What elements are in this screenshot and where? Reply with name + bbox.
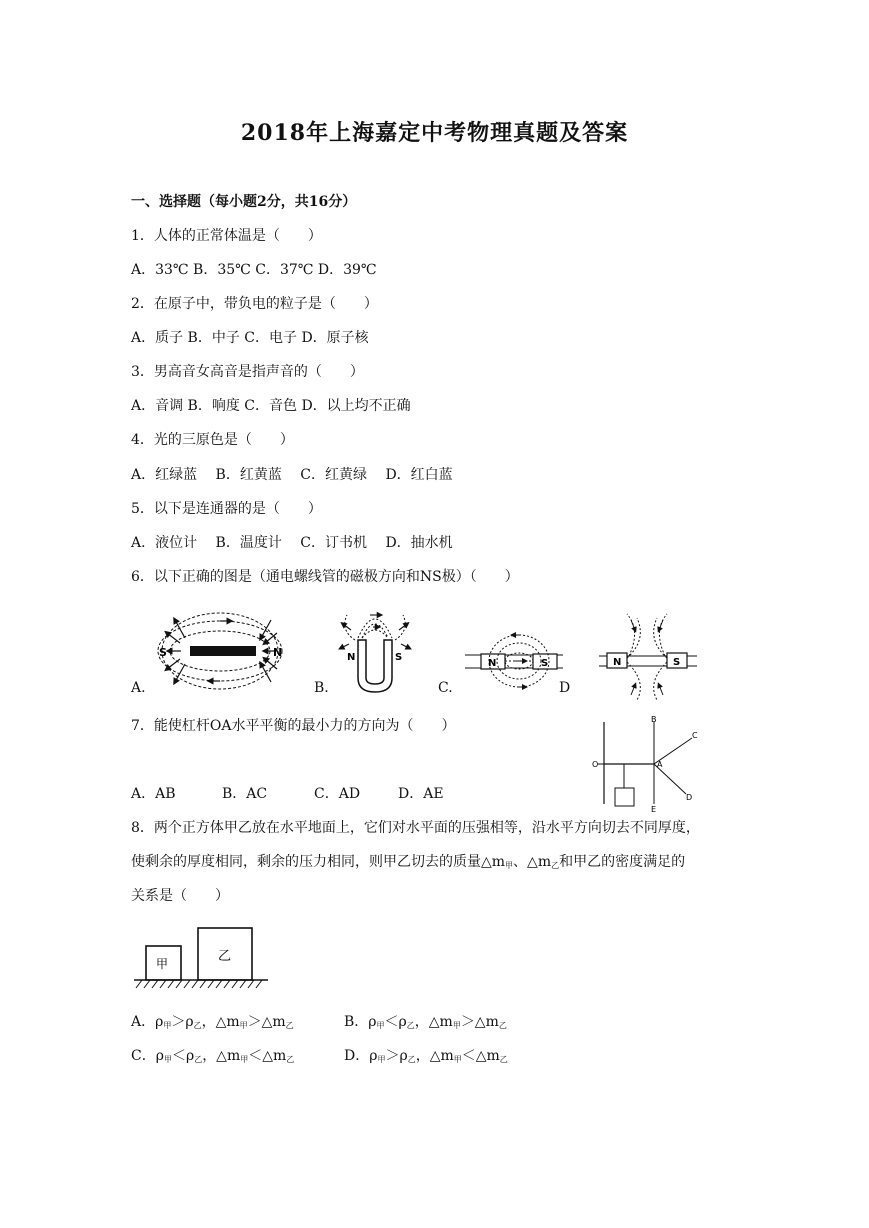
q6-b-pole-n: N	[347, 652, 356, 663]
q6-label-c: C.	[438, 680, 453, 696]
point-c: C	[692, 731, 698, 740]
q6-b-pole-s: S	[395, 652, 403, 663]
q6-c-pole-n: N	[488, 658, 497, 669]
q6-d-pole-n: N	[613, 657, 622, 668]
q3-stem: 3．男高音女高音是指声音的（ ）	[131, 364, 364, 380]
block-yi-label: 乙	[218, 949, 232, 964]
section-heading: 一、选择题（每小题2分，共16分）	[131, 194, 357, 210]
point-d: D	[686, 793, 693, 802]
q1-stem: 1．人体的正常体温是（ ）	[131, 228, 322, 244]
q7-stem: 7．能使杠杆OA水平平衡的最小力的方向为（ ）	[131, 718, 456, 734]
q8-option-b: B．$\rho_甲<\rho_乙$，$\triangle m_甲>\triangle m_乙$	[344, 1014, 507, 1030]
q7-option-a: A．AB	[131, 786, 176, 802]
q6-label-a: A.	[131, 680, 146, 696]
q6-c-pole-s: S	[541, 658, 549, 669]
q6-figure-a	[158, 613, 282, 689]
point-b: B	[651, 715, 657, 724]
q6-label-d: D	[559, 680, 571, 696]
q4-options: A．红绿蓝 B．红黄蓝 C．红黄绿 D．红白蓝	[131, 467, 453, 483]
hanging-weight	[615, 788, 634, 806]
q6-label-b: B.	[314, 680, 329, 696]
point-a: A	[657, 760, 663, 769]
q8-stem-line2: 使剩余的厚度相同，剩余的压力相同，则甲乙切去的质量$\triangle m_甲$、$\triangle m_乙$和甲乙的密度满足的	[131, 854, 686, 870]
block-jia-label: 甲	[156, 957, 169, 971]
q6-figure-d	[599, 614, 697, 700]
q6-stem: 6．以下正确的图是（通电螺线管的磁极方向和NS极）（ ）	[131, 569, 519, 585]
q8-stem-line3: 关系是（ ）	[131, 888, 229, 904]
q5-options: A．液位计 B．温度计 C．订书机 D．抽水机	[131, 535, 453, 551]
q1-options: A．33℃ B．35℃ C．37℃ D．39℃	[131, 262, 377, 278]
q6-d-pole-s: S	[673, 657, 681, 668]
q8-blocks-figure	[130, 922, 272, 994]
q5-stem: 5．以下是连通器的是（ ）	[131, 501, 322, 517]
q7-option-c: C．AD	[314, 786, 361, 802]
point-o: O	[592, 760, 599, 769]
q4-stem: 4．光的三原色是（ ）	[131, 432, 294, 448]
q6-figure-c	[465, 635, 563, 687]
q6-figures	[125, 600, 715, 705]
bar-magnet	[190, 646, 256, 656]
q3-options: A．音调 B．响度 C．音色 D．以上均不正确	[131, 398, 411, 414]
q8-option-a: A．$\rho_甲>\rho_乙$，$\triangle m_甲>\triangle m_乙$	[131, 1014, 294, 1030]
page-title: 2018年上海嘉定中考物理真题及答案	[240, 120, 629, 146]
ground-hatch	[136, 980, 262, 988]
q7-option-d: D．AE	[398, 786, 444, 802]
q6-figure-b	[341, 615, 409, 692]
q2-stem: 2．在原子中，带负电的粒子是（ ）	[131, 296, 378, 312]
q7-option-b: B．AC	[222, 786, 268, 802]
q8-option-c: C．$\rho_甲<\rho_乙$，$\triangle m_甲<\triangle m_乙$	[131, 1048, 295, 1064]
q8-stem-line1: 8．两个正方体甲乙放在水平地面上，它们对水平面的压强相等，沿水平方向切去不同厚度，	[131, 820, 700, 836]
q6-a-pole-s: S	[159, 646, 167, 659]
q8-option-d: D．$\rho_甲>\rho_乙$，$\triangle m_甲<\triangle m_乙$	[344, 1048, 508, 1064]
q2-options: A．质子 B．中子 C．电子 D．原子核	[131, 330, 369, 346]
point-e: E	[651, 805, 657, 814]
q6-a-pole-n: N	[273, 646, 283, 659]
q7-lever-figure	[588, 712, 708, 814]
